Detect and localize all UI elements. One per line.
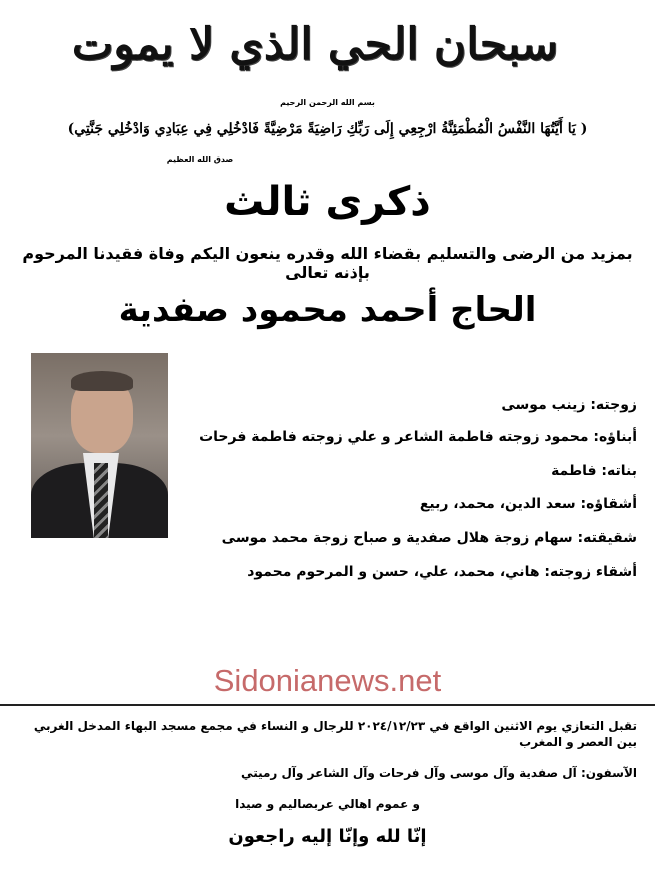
announcement-text: بمزيد من الرضى والتسليم بقضاء الله وقدره ينعون اليكم وفاة فقيدنا المرحوم بإذنه تعالى xyxy=(22,244,633,282)
closing-phrase: إنّا لله وإنّا إليه راجعون xyxy=(228,826,427,847)
mourners-list: الآسفون: آل صفدية وآل موسى وآل فرحات وآل الشاعر وآل رميتي xyxy=(241,766,637,780)
condolence-details: تقبل التعازي يوم الاثنين الواقع في ٢٠٢٤/١٢/٢٣ للرجال و النساء في مجمع مسجد البهاء المدخل الغربي بين العصر و المغرب xyxy=(33,719,637,750)
portrait-tie xyxy=(94,463,108,538)
detail-in-laws: أشقاء زوجته: هاني، محمد، علي، حسن و المرحوم محمود xyxy=(247,564,637,580)
basmala: بسم الله الرحمن الرحيم xyxy=(280,98,375,107)
calligraphy-header: سبحان الحي الذي لا يموت xyxy=(71,18,559,70)
quran-verse: ( يَا أَيَّتُهَا النَّفْسُ الْمُطْمَئِنَّةُ ارْجِعِي إِلَى رَبِّكِ رَاضِيَةً مَرْضِيَّةً فَادْخُلِي فِي عِبَادِي وَادْخُلِي جَنَّتِي) xyxy=(67,121,588,137)
watermark-text: Sidonianews.net xyxy=(213,663,442,698)
portrait-hair xyxy=(71,371,133,391)
families-text: و عموم اهالي عربصاليم و صيدا xyxy=(235,797,420,811)
detail-brothers: أشقاؤه: سعد الدين، محمد، ربيع xyxy=(419,496,637,512)
detail-wife: زوجته: زينب موسى xyxy=(501,397,637,413)
memorial-title: ذكرى ثالث xyxy=(224,179,431,225)
detail-daughters: بناته: فاطمة xyxy=(551,463,637,479)
detail-sons: أبناؤه: محمود زوجته فاطمة الشاعر و علي زوجته فاطمة فرحات xyxy=(199,429,637,445)
detail-sisters: شقيقته: سهام زوجة هلال صفدية و صباح زوجة محمد موسى xyxy=(221,530,637,546)
portrait-photo xyxy=(31,353,168,538)
deceased-name: الحاج أحمد محمود صفدية xyxy=(118,290,537,330)
divider xyxy=(0,704,655,706)
sadaqa-text: صدق الله العظيم xyxy=(166,155,234,164)
